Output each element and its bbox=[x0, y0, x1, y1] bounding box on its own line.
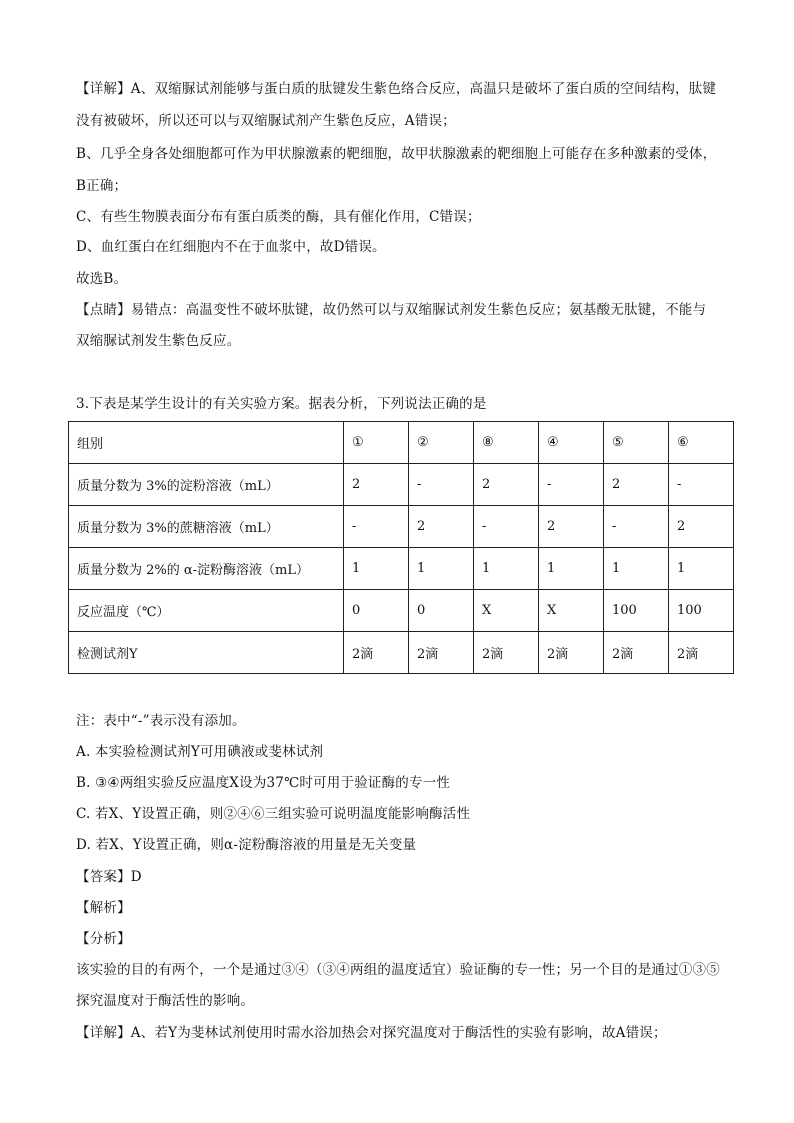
table-cell: 2 bbox=[669, 506, 734, 548]
table-cell: 质量分数为 3%的蔗糖溶液（mL） bbox=[69, 506, 344, 548]
detail-line: 【详解】A、若Y为斐林试剂使用时需水浴加热会对探究温度对于酶活性的实验有影响，故A错误； bbox=[76, 1025, 667, 1041]
table-header-row bbox=[69, 422, 734, 464]
explanation-line: B、几乎全身各处细胞都可作为甲状腺激素的靶细胞，故甲状腺激素的靶细胞上可能存在多种激素的受体， bbox=[76, 146, 717, 162]
table-cell: 2滴 bbox=[474, 632, 539, 674]
explanation-line: C、有些生物膜表面分布有蛋白质类的酶，具有催化作用，C错误； bbox=[76, 209, 481, 225]
table-row bbox=[69, 506, 734, 548]
table-cell: - bbox=[474, 506, 539, 548]
table-cell: X bbox=[474, 590, 539, 632]
table-cell: - bbox=[669, 464, 734, 506]
explanation-line: B正确； bbox=[76, 178, 128, 194]
table-cell: 2 bbox=[604, 464, 669, 506]
fenxi-line: 该实验的目的有两个，一个是通过③④（③④两组的温度适宜）验证酶的专一性；另一个目的是通过①③⑤ bbox=[76, 962, 720, 978]
table-cell: X bbox=[539, 590, 604, 632]
table-header-cell: 组别 bbox=[69, 422, 344, 464]
table-cell: 1 bbox=[539, 548, 604, 590]
table-cell: 1 bbox=[344, 548, 409, 590]
table-cell: - bbox=[344, 506, 409, 548]
table-cell: 2滴 bbox=[344, 632, 409, 674]
table-cell: 2 bbox=[474, 464, 539, 506]
fenxi-label: 【分析】 bbox=[76, 931, 131, 947]
explanation-line: 没有被破坏，所以还可以与双缩脲试剂产生紫色反应，A错误； bbox=[76, 113, 456, 129]
table-cell: 1 bbox=[474, 548, 539, 590]
fenxi-line: 探究温度对于酶活性的影响。 bbox=[76, 993, 255, 1009]
table-cell: 1 bbox=[669, 548, 734, 590]
table-row bbox=[69, 548, 734, 590]
table-cell: 100 bbox=[669, 590, 734, 632]
table-cell: 2滴 bbox=[539, 632, 604, 674]
table-row bbox=[69, 590, 734, 632]
table-header-cell: ⑤ bbox=[604, 422, 669, 464]
table-cell: - bbox=[539, 464, 604, 506]
table-cell: - bbox=[604, 506, 669, 548]
answer-label: 【答案】D bbox=[76, 869, 142, 885]
table-header-cell: ② bbox=[409, 422, 474, 464]
table-cell: 2滴 bbox=[409, 632, 474, 674]
table-cell: - bbox=[409, 464, 474, 506]
table-cell: 2滴 bbox=[604, 632, 669, 674]
table-cell: 2 bbox=[409, 506, 474, 548]
key-point-line: 【点睛】易错点：高温变性不破坏肽键，故仍然可以与双缩脲试剂发生紫色反应；氨基酸无肽键，不能与 bbox=[76, 302, 707, 318]
table-row bbox=[69, 464, 734, 506]
explanation-line: 【详解】A、双缩脲试剂能够与蛋白质的肽键发生紫色络合反应，高温只是破坏了蛋白质的空间结构，肽键 bbox=[76, 81, 717, 97]
option-d: D. 若X、Y设置正确，则α-淀粉酶溶液的用量是无关变量 bbox=[76, 837, 417, 853]
table-cell: 0 bbox=[409, 590, 474, 632]
table-cell: 检测试剂Y bbox=[69, 632, 344, 674]
table-header-cell: ① bbox=[344, 422, 409, 464]
table-cell: 1 bbox=[409, 548, 474, 590]
explanation-line: D、血红蛋白在红细胞内不在于血浆中，故D错误。 bbox=[76, 239, 386, 255]
option-c: C. 若X、Y设置正确，则②④⑥三组实验可说明温度能影响酶活性 bbox=[76, 806, 471, 822]
option-a: A. 本实验检测试剂Y可用碘液或斐林试剂 bbox=[76, 744, 324, 760]
table-cell: 质量分数为 3%的淀粉溶液（mL） bbox=[69, 464, 344, 506]
table-cell: 质量分数为 2%的 α-淀粉酶溶液（mL） bbox=[69, 548, 344, 590]
option-b: B. ③④两组实验反应温度X设为37℃时可用于验证酶的专一性 bbox=[76, 775, 451, 791]
question-stem: 3.下表是某学生设计的有关实验方案。据表分析，下列说法正确的是 bbox=[76, 396, 487, 412]
analysis-label: 【解析】 bbox=[76, 900, 131, 916]
table-cell: 2滴 bbox=[669, 632, 734, 674]
conclusion-line: 故选B。 bbox=[76, 271, 128, 287]
table-header-cell: ⑧ bbox=[474, 422, 539, 464]
table-cell: 2 bbox=[344, 464, 409, 506]
key-point-line: 双缩脲试剂发生紫色反应。 bbox=[76, 333, 241, 349]
table-cell: 反应温度（℃） bbox=[69, 590, 344, 632]
table-cell: 1 bbox=[604, 548, 669, 590]
table-cell: 2 bbox=[539, 506, 604, 548]
table-header-cell: ⑥ bbox=[669, 422, 734, 464]
table-cell: 0 bbox=[344, 590, 409, 632]
table-header-cell: ④ bbox=[539, 422, 604, 464]
table-row bbox=[69, 632, 734, 674]
table-note: 注：表中“-”表示没有添加。 bbox=[76, 713, 246, 729]
table-cell: 100 bbox=[604, 590, 669, 632]
experiment-table bbox=[68, 421, 734, 674]
